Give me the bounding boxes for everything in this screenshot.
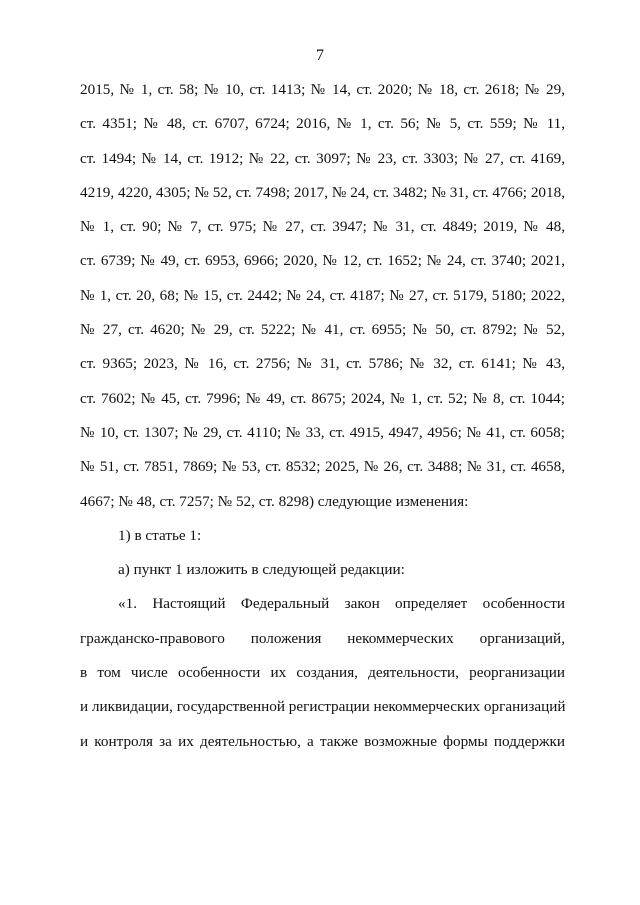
document-body [80, 78, 565, 764]
text-line: в том числе особенности их создания, деятельности, реорганизации [80, 664, 565, 682]
text-line: а) пункт 1 изложить в следующей редакции: [118, 561, 405, 579]
text-line: № 51, ст. 7851, 7869; № 53, ст. 8532; 2025, № 26, ст. 3488; № 31, ст. 4658, [80, 458, 565, 476]
text-line: № 27, ст. 4620; № 29, ст. 5222; № 41, ст. 6955; № 50, ст. 8792; № 52, [80, 321, 565, 339]
text-line: ст. 9365; 2023, № 16, ст. 2756; № 31, ст. 5786; № 32, ст. 6141; № 43, [80, 355, 565, 373]
text-line: 4667; № 48, ст. 7257; № 52, ст. 8298) следующие изменения: [80, 492, 469, 510]
text-line: № 1, ст. 90; № 7, ст. 975; № 27, ст. 3947; № 31, ст. 4849; 2019, № 48, [80, 218, 565, 236]
text-line: 2015, № 1, ст. 58; № 10, ст. 1413; № 14, ст. 2020; № 18, ст. 2618; № 29, [80, 81, 565, 98]
text-line: «1. Настоящий Федеральный закон определяет особенности [118, 595, 565, 613]
text-line: № 10, ст. 1307; № 29, ст. 4110; № 33, ст. 4915, 4947, 4956; № 41, ст. 6058; [80, 423, 565, 441]
text-line: гражданско-правового положения некоммерческих организаций, [80, 629, 565, 647]
page-number: 7 [316, 47, 324, 64]
text-line: ст. 7602; № 45, ст. 7996; № 49, ст. 8675; 2024, № 1, ст. 52; № 8, ст. 1044; [80, 389, 565, 407]
text-line: и контроля за их деятельностью, а также возможные формы поддержки [80, 732, 565, 750]
text-line: 1) в статье 1: [118, 526, 202, 544]
text-line: и ликвидации, государственной регистрации некоммерческих организаций [80, 698, 566, 716]
text-line: 4219, 4220, 4305; № 52, ст. 7498; 2017, № 24, ст. 3482; № 31, ст. 4766; 2018, [80, 183, 565, 201]
text-line: № 1, ст. 20, 68; № 15, ст. 2442; № 24, ст. 4187; № 27, ст. 5179, 5180; 2022, [80, 286, 565, 304]
text-line: ст. 6739; № 49, ст. 6953, 6966; 2020, № 12, ст. 1652; № 24, ст. 3740; 2021, [80, 252, 565, 270]
text-line: ст. 1494; № 14, ст. 1912; № 22, ст. 3097; № 23, ст. 3303; № 27, ст. 4169, [80, 149, 565, 167]
text-line: ст. 4351; № 48, ст. 6707, 6724; 2016, № 1, ст. 56; № 5, ст. 559; № 11, [80, 115, 565, 133]
